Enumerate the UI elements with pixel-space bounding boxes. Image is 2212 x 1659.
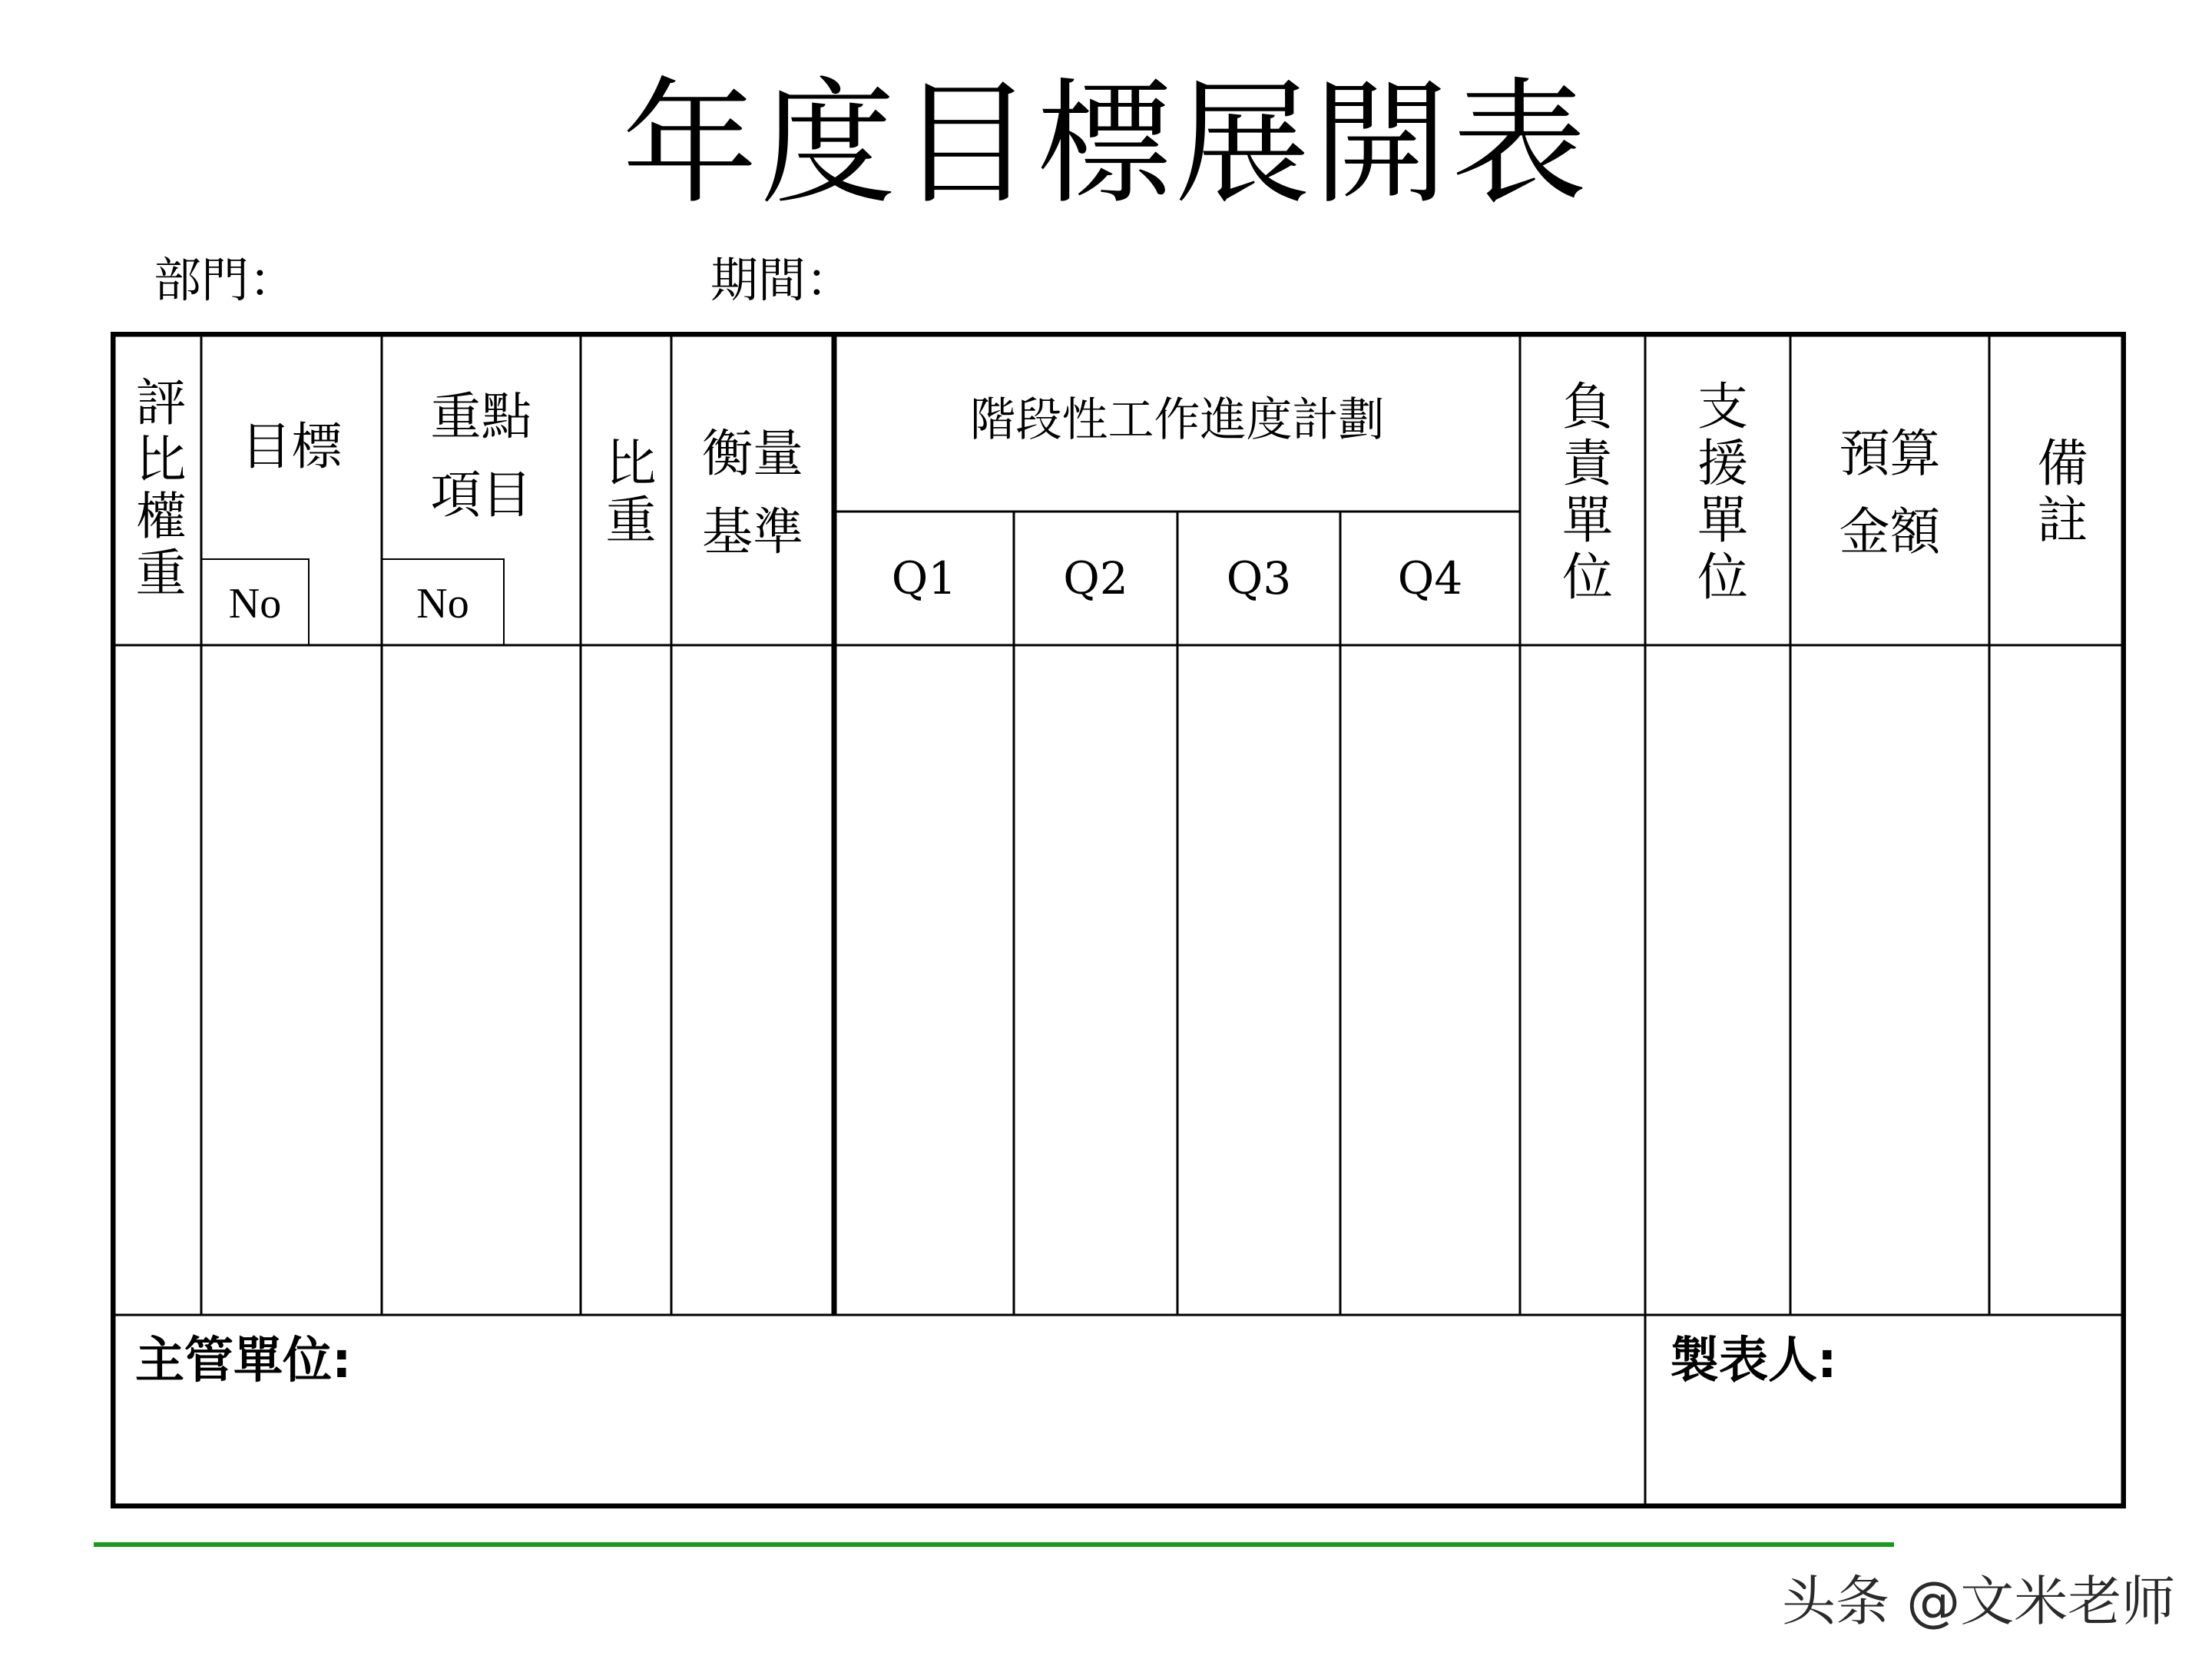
header-key-items-no: No <box>416 580 469 628</box>
department-label: 部門： <box>154 252 297 308</box>
goal-deployment-table <box>111 332 2126 1508</box>
header-phase-plan: 階段性工作進度計劃 <box>969 393 1385 447</box>
header-key-items <box>382 372 581 541</box>
green-divider-line <box>94 1542 1894 1547</box>
header-q2: Q2 <box>1063 552 1128 604</box>
header-q3: Q3 <box>1226 552 1292 604</box>
budget-label: 預算金額 <box>1839 424 1941 561</box>
header-budget <box>1790 401 1989 585</box>
preparer-label: 製表人: <box>1670 1333 1837 1389</box>
header-support: 支援單位 <box>1688 379 1748 607</box>
header-goal: 目標 <box>240 417 343 476</box>
page-title: 年度目標展開表 <box>621 65 1590 223</box>
header-remarks: 備註 <box>2028 436 2088 550</box>
header-ratio: 比重 <box>597 436 656 550</box>
header-responsible: 負責單位 <box>1553 379 1613 607</box>
key-items-label: 重點項目 <box>430 387 532 525</box>
measure-label: 衡量基準 <box>702 424 803 561</box>
header-q4: Q4 <box>1397 552 1463 604</box>
watermark: 头条 @文米老师 <box>1782 1570 2176 1633</box>
period-label: 期間： <box>710 252 854 308</box>
header-q1: Q1 <box>891 552 957 604</box>
supervisor-label: 主管單位: <box>135 1333 352 1389</box>
header-goal-no: No <box>228 580 282 628</box>
header-eval-weight: 評比權重 <box>127 376 186 603</box>
header-measure <box>671 401 834 585</box>
